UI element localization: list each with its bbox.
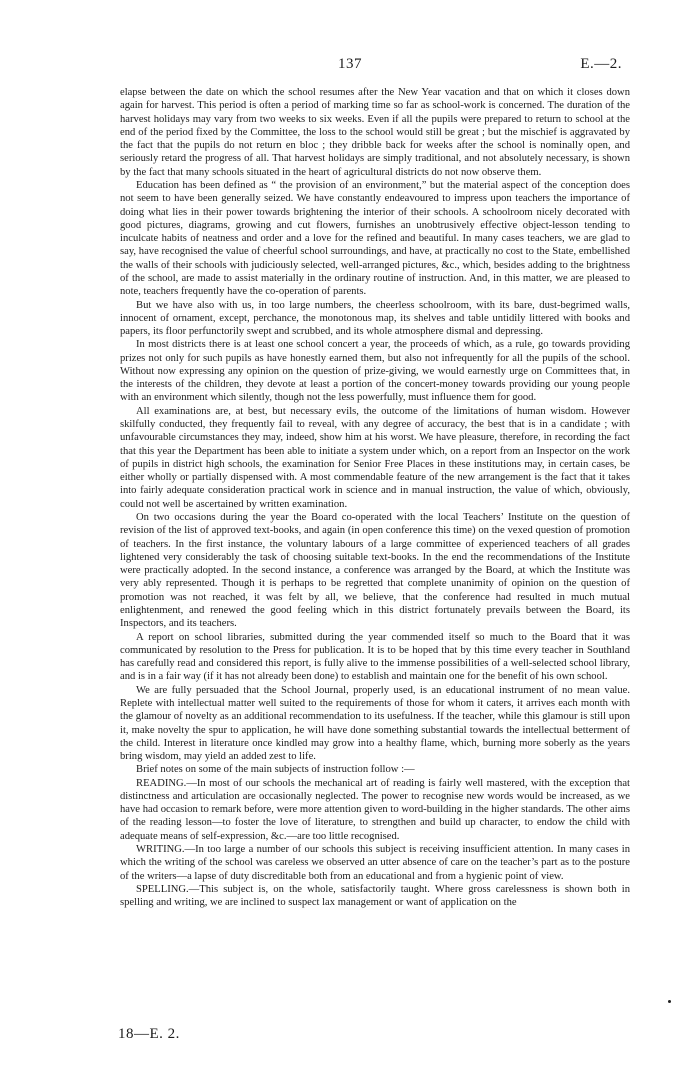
paragraph-harvest-holidays: elapse between the date on which the school resumes after the New Year vacation and that on which it closes down again for harvest. This period is often a period of marking time so far as school-work is concerned. The duration of the harvest holidays may vary from two weeks to six weeks. Even if all the pupils were prepared to return to school at the end of the period fixed by the Committee, the loss to the school would still be great ; but the mischief is aggravated by the fact that the pupils do not return en bloc ; they dribble back for weeks after the school is nominally open, and seriously retard the progress of all. That harvest holidays are simply traditional, and not absolutely necessary, is shown by the fact that many schools situated in the heart of agricultural districts do not now observe them. bbox=[120, 87, 630, 178]
paragraph-school-journal: We are fully persuaded that the School Journal, properly used, is an educational instrument of no mean value. Replete with intellectual matter well suited to the requirements of those for whom it caters, it arrives each month with the glamour of novelty as an additional recommendation to its usefulness. If the teacher, while this glamour is still upon it, make novelty the spur to application, he will have done something substantial towards the intellectual betterment of the child. Interest in literature once kindled may grow into a healthy flame, which, burning more soberly as the years bring wisdom, may yield an added zest to life. bbox=[120, 684, 630, 763]
paragraph-environment: Education has been defined as “ the provision of an environment,” but the material aspect of the conception does not seem to have been generally seized. We have constantly endeavoured to impress upon teachers the importance of doing what lies in their power towards brightening the interior of their schools. A schoolroom nicely decorated with good pictures, diagrams, growing and cut flowers, furnishes an unobtrusively effective object-lesson tending to inculcate habits of neatness and order and a love for the refined and beautiful. In many cases teachers, we are glad to say, have recognised the value of cheerful school surroundings, and have, at practically no cost to the State, embellished the walls of their schools with judiciously selected, well-arranged pictures, &c., which, besides adding to the brightness of the school, are made to assist materially in the ordinary routine of instruction. And, in this matter, we are pleased to note, teachers frequently have the co-operation of parents. bbox=[120, 179, 630, 298]
footer-signature: 18—E. 2. bbox=[118, 1026, 180, 1042]
paragraph-teachers-institute: On two occasions during the year the Board co-operated with the local Teachers’ Institute on the question of revision of the list of approved text-books, and again (in open conference this time) on the vexed question of promotion of teachers. In the first instance, the voluntary labours of a large committee of experienced teachers of all grades lightened very considerably the task of choosing suitable text-books. In the end the recommendations of the Institute were practically adopted. In the second instance, a conference was arranged by the Board, at which the Institute was very ably represented. Though it is perhaps to be regretted that complete unanimity of opinion on the question of promotion was not reached, it was felt by all, we believe, that the conference had resulted in much mutual enlightenment, and renewed the good feeling which in this district fortunately prevails between the Board, its Inspectors, and its teachers. bbox=[120, 512, 630, 630]
document-reference: E.—2. bbox=[580, 56, 622, 72]
paragraph-reading: READING.—In most of our schools the mechanical art of reading is fairly well mastered, with the exception that distinctness and articulation are occasionally neglected. The power to recognise new words would be increased, as we have had occasion to remark before, were more attention given to word-building in the higher standards. The other aims of the reading lesson—to foster the love of literature, to strengthen and build up character, to endow the child with adequate means of self-expression, &c.—are too little recognised. bbox=[120, 777, 630, 842]
paragraph-spelling: SPELLING.—This subject is, on the whole, satisfactorily taught. Where gross carelessness is shown both in spelling and writing, we are inclined to suspect lax management or want of application on the bbox=[120, 883, 630, 909]
margin-mark bbox=[668, 1000, 671, 1003]
paragraph-cheerless-schoolroom: But we have also with us, in too large numbers, the cheerless schoolroom, with its bare, dust-begrimed walls, innocent of ornament, except, perchance, the monotonous map, its shelves and table untidily littered with books and papers, its floor perfunctorily swept and scrubbed, and its whole atmosphere dismal and depressing. bbox=[120, 299, 630, 338]
paragraph-school-libraries: A report on school libraries, submitted during the year commended itself so much to the Board that it was communicated by resolution to the Press for publication. It is to be hoped that by this time every teacher in Southland has carefully read and considered this report, is fully alive to the immense possibilities of a well-selected school library, and is in a fair way (if it has not already been done) to establish and maintain one for the benefit of his own school. bbox=[120, 631, 630, 683]
paragraph-school-concert: In most districts there is at least one school concert a year, the proceeds of which, as a rule, go towards providing prizes not only for such pupils as have honestly earned them, but also not infrequently for all the pupils of the school. Without now expressing any opinion on the question of prize-giving, we would earnestly urge on Committees that, in the interests of the children, they devote at least a portion of the concert-money towards providing our young people with an environment which silently, though not the less powerfully, must influence them for good. bbox=[120, 339, 630, 404]
body-text bbox=[120, 86, 630, 909]
page-number: 137 bbox=[338, 56, 362, 72]
paragraph-examinations: All examinations are, at best, but necessary evils, the outcome of the limitations of human wisdom. However skilfully conducted, they frequently fail to reveal, with any degree of accuracy, the best that is in a candidate ; with unfavourable circumstances they may, indeed, show him at his worst. We have pleasure, therefore, in recording the fact that this year the Department has been able to initiate a system under which, on a report from an Inspector on the work of pupils in district high schools, the examination for Senior Free Places in these institutions may, in certain cases, be either wholly or partially dispensed with. A most commendable feature of the new arrangement is the fact that it takes into fairly adequate consideration practical work in science and in manual instruction, the value of which, obviously, could not well be ascertained by written examination. bbox=[120, 405, 630, 510]
paragraph-notes-intro: Brief notes on some of the main subjects of instruction follow :— bbox=[136, 764, 415, 776]
paragraph-writing: WRITING.—In too large a number of our schools this subject is receiving insufficient attention. In many cases in which the writing of the school was careless we observed an utter absence of care on the teacher’s part as to the posture of the writers—a lapse of duty discreditable both from an educational and from a hygienic point of view. bbox=[120, 844, 630, 882]
